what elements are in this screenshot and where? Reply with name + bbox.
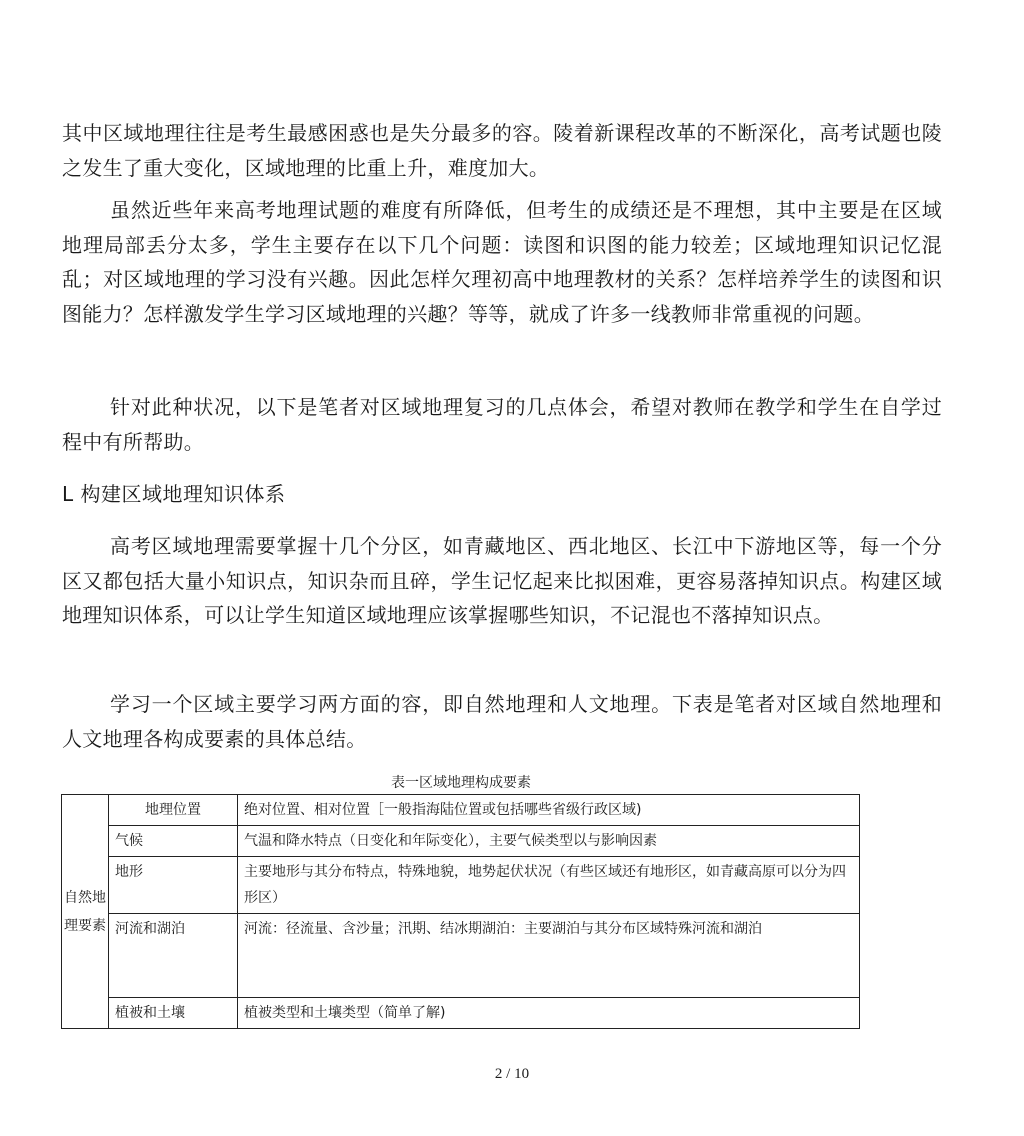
table-row: [62, 914, 860, 998]
paragraph-1: 其中区域地理往往是考生最感困惑也是失分最多的容。陵着新课程改革的不断深化，高考试题也陵之发生了重大变化，区域地理的比重上升，难度加大。: [62, 121, 942, 180]
table-row: [62, 857, 860, 914]
content-cell: 主要地形与其分布特点，特殊地貌，地势起伏状况（有些区域还有地形区，如青藏高原可以分为四形区）: [238, 857, 860, 914]
factor-cell: 地理位置: [109, 795, 238, 826]
table-row: [62, 998, 860, 1029]
factor-cell: 气候: [109, 826, 238, 857]
table-row: [62, 795, 860, 826]
content-cell: 绝对位置、相对位置［一般指海陆位置或包括哪些省级行政区域): [238, 795, 860, 826]
page-number: 2 / 10: [494, 1066, 530, 1082]
geography-factors-table: [61, 794, 860, 1029]
paragraph-5: 学习一个区域主要学习两方面的容，即自然地理和人文地理。下表是笔者对区域自然地理和人文地理各构成要素的具体总结。: [62, 692, 942, 751]
factor-cell: 植被和土壤: [109, 998, 238, 1029]
content-cell: 植被类型和土壤类型（简单了解): [238, 998, 860, 1029]
paragraph-4: 高考区域地理需要掌握十几个分区，如青藏地区、西北地区、长江中下游地区等，每一个分区又都包括大量小知识点，知识杂而且碎，学生记忆起来比拟困难，更容易落掉知识点。构建区域地理知识体系，可以让学生知道区域地理应该掌握哪些知识，不记混也不落掉知识点。: [62, 534, 942, 627]
paragraph-2: 虽然近些年来高考地理试题的难度有所降低，但考生的成绩还是不理想，其中主要是在区域地理局部丢分太多，学生主要存在以下几个问题：读图和识图的能力较差；区域地理知识记忆混乱；对区域地理的学习没有兴趣。因此怎样欠理初高中地理教材的关系？怎样培养学生的读图和识图能力？怎样激发学生学习区域地理的兴趣？等等，就成了许多一线教师非常重视的问题。: [62, 198, 942, 326]
factor-cell: 河流和湖泊: [109, 914, 238, 998]
content-cell: 气温和降水特点（日变化和年际变化），主要气候类型以与影响因素: [238, 826, 860, 857]
group-label-cell: 自然地理要素: [62, 795, 109, 1029]
factor-cell: 地形: [109, 857, 238, 914]
section-heading: L 构建区域地理知识体系: [62, 482, 286, 506]
table-row: [62, 826, 860, 857]
paragraph-3: 针对此种状况，以下是笔者对区域地理复习的几点体会，希望对教师在教学和学生在自学过程中有所帮助。: [62, 395, 942, 454]
table-caption: 表一区域地理构成要素: [391, 775, 531, 791]
content-cell: 河流：径流量、含沙量；汛期、结冰期湖泊：主要湖泊与其分布区域特殊河流和湖泊: [238, 914, 860, 998]
